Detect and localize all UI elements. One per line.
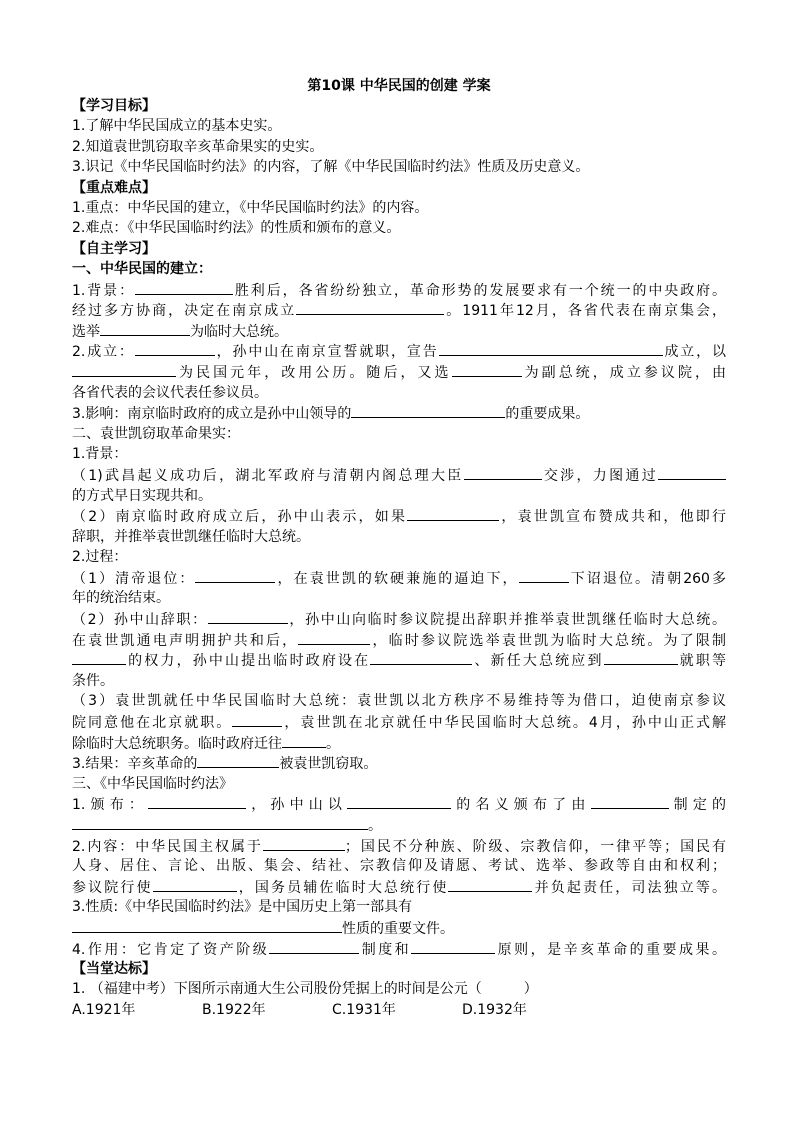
text-line: （2）南京临时政府成立后，孙中山表示，如果 ，袁世凯宣布赞成共和，他即行 [72,506,726,527]
blank[interactable] [72,362,176,377]
text-line: （1)武昌起义成功后，湖北军政府与清朝内阁总理大臣 交涉，力图通过 [72,465,726,486]
text-line: 除临时大总统职务。临时政府迁往 。 [72,733,726,754]
blank[interactable] [282,733,326,748]
text-line: （1）清帝退位： ，在袁世凯的软硬兼施的逼迫下， 下诏退位。清朝260多 [72,568,726,589]
blank[interactable] [519,568,569,583]
option-b[interactable]: B.1922年 [202,1001,266,1018]
text-line: 的权力，孙中山提出临时政府设在 、新任大总统应到 就职等 [72,650,726,671]
part1-heading: 一、中华民国的建立： [72,260,212,277]
blank[interactable] [100,321,190,336]
blank[interactable] [72,815,368,830]
goal-item: 2.知道袁世凯窃取辛亥革命果实的史实。 [72,138,324,155]
section-goals: 【学习目标】 [72,98,156,114]
blank[interactable] [269,939,359,954]
text-line: 条件。 [72,672,114,689]
option-d[interactable]: D.1932年 [462,1001,527,1018]
text-line: 3.影响：南京临时政府的成立是孙中山领导的 的重要成果。 [72,403,726,424]
text-line: 辞职，并推举袁世凯继任临时大总统。 [72,528,310,545]
blank[interactable] [464,465,542,480]
goal-item: 3.识记《中华民国临时约法》的内容，了解《中华民国临时约法》性质及历史意义。 [72,159,590,176]
blank[interactable] [296,300,444,315]
page-title: 第10课 中华民国的创建 学案 [307,78,491,94]
text-line: 4.作用：它肯定了资产阶级 制度和 原则，是辛亥革命的重要成果。 [72,939,726,960]
text-line: 1.背景： [72,446,128,463]
question: 1. （福建中考）下图所示南通大生公司股份凭据上的时间是公元（ ） [72,981,538,998]
text-line: 参议院行使 ，国务员辅佐临时大总统行使 并负起责任，司法独立等。 [72,877,726,898]
blank[interactable] [370,650,472,665]
blank[interactable] [148,794,246,809]
text-line: 2.过程： [72,549,128,566]
text-line: 。 [72,815,726,836]
text-line: 为民国元年，改用公历。随后，又选 为副总统，成立参议院，由 [72,362,726,383]
blank[interactable] [351,403,505,418]
blank[interactable] [604,650,678,665]
text-line: 院同意他在北京就职。 ，袁世凯在北京就任中华民国临时大总统。4月，孙中山正式解 [72,712,726,733]
goal-item: 1.了解中华民国成立的基本史实。 [72,118,282,134]
text-line: 年的统治结束。 [72,590,170,607]
text-line: （3）袁世凯就任中华民国临时大总统：袁世凯以北方秩序不易维持等为借口，迫使南京参议 [72,693,726,710]
blank[interactable] [452,362,522,377]
blank[interactable] [263,836,345,851]
blank[interactable] [232,712,282,727]
blank[interactable] [153,877,237,892]
text-line: 性质的重要文件。 [72,918,726,939]
blank[interactable] [347,794,451,809]
text-line: 经过多方协商，决定在南京成立 。1911年12月，各省代表在南京集会， [72,300,726,321]
text-line: 1.背景： 胜利后，各省纷纷独立，革命形势的发展要求有一个统一的中央政府。 [72,280,726,301]
text-line: （2）孙中山辞职： ，孙中山向临时参议院提出辞职并推举袁世凯继任临时大总统。 [72,609,726,630]
text-line: 人身、居住、言论、出版、集会、结社、宗教信仰及请愿、考试、选举、参政等自由和权利； [72,858,726,875]
text-line: 的方式早日实现共和。 [72,487,212,504]
blank[interactable] [135,280,233,295]
section-practice: 【当堂达标】 [72,961,156,978]
blank[interactable] [298,630,370,645]
answer-options [72,1000,726,1021]
text-line: 2.成立： ，孙中山在南京宣誓就职，宣告 成立，以 [72,341,726,362]
part3-heading: 三、《中华民国临时约法》 [72,775,233,792]
blank[interactable] [411,939,495,954]
blank[interactable] [208,609,288,624]
blank[interactable] [72,650,126,665]
text-line: 2.内容：中华民国主权属于 ；国民不分种族、阶级、宗教信仰，一律平等；国民有 [72,836,726,857]
blank[interactable] [439,341,663,356]
option-c[interactable]: C.1931年 [332,1001,396,1018]
key-point: 1.重点：中华民国的建立，《中华民国临时约法》的内容。 [72,199,429,216]
part2-heading: 二、袁世凯窃取革命果实： [72,425,240,442]
section-key-points: 【重点难点】 [72,179,156,196]
blank[interactable] [72,918,342,933]
blank[interactable] [195,568,275,583]
text-line: 选举 为临时大总统。 [72,321,726,342]
text-line: 1.颁布： ，孙中山以 的名义颁布了由 制定的 [72,794,726,815]
text-line: 3.性质:《中华民国临时约法》是中国历史上第一部具有 [72,899,413,916]
key-point: 2.难点：《中华民国临时约法》的性质和颁布的意义。 [72,220,401,237]
blank[interactable] [448,877,532,892]
section-self-study: 【自主学习】 [72,240,156,257]
text-line: 在袁世凯通电声明拥护共和后， ，临时参议院选举袁世凯为临时大总统。为了限制 [72,630,726,651]
blank[interactable] [658,465,726,480]
worksheet-page [72,76,726,1020]
option-a[interactable]: A.1921年 [72,1001,136,1018]
blank[interactable] [197,753,279,768]
text-line: 各省代表的会议代表任参议员。 [72,384,268,401]
blank[interactable] [407,506,499,521]
blank[interactable] [135,341,215,356]
blank[interactable] [591,794,669,809]
text-line: 3.结果：辛亥革命的 被袁世凯窃取。 [72,753,726,774]
